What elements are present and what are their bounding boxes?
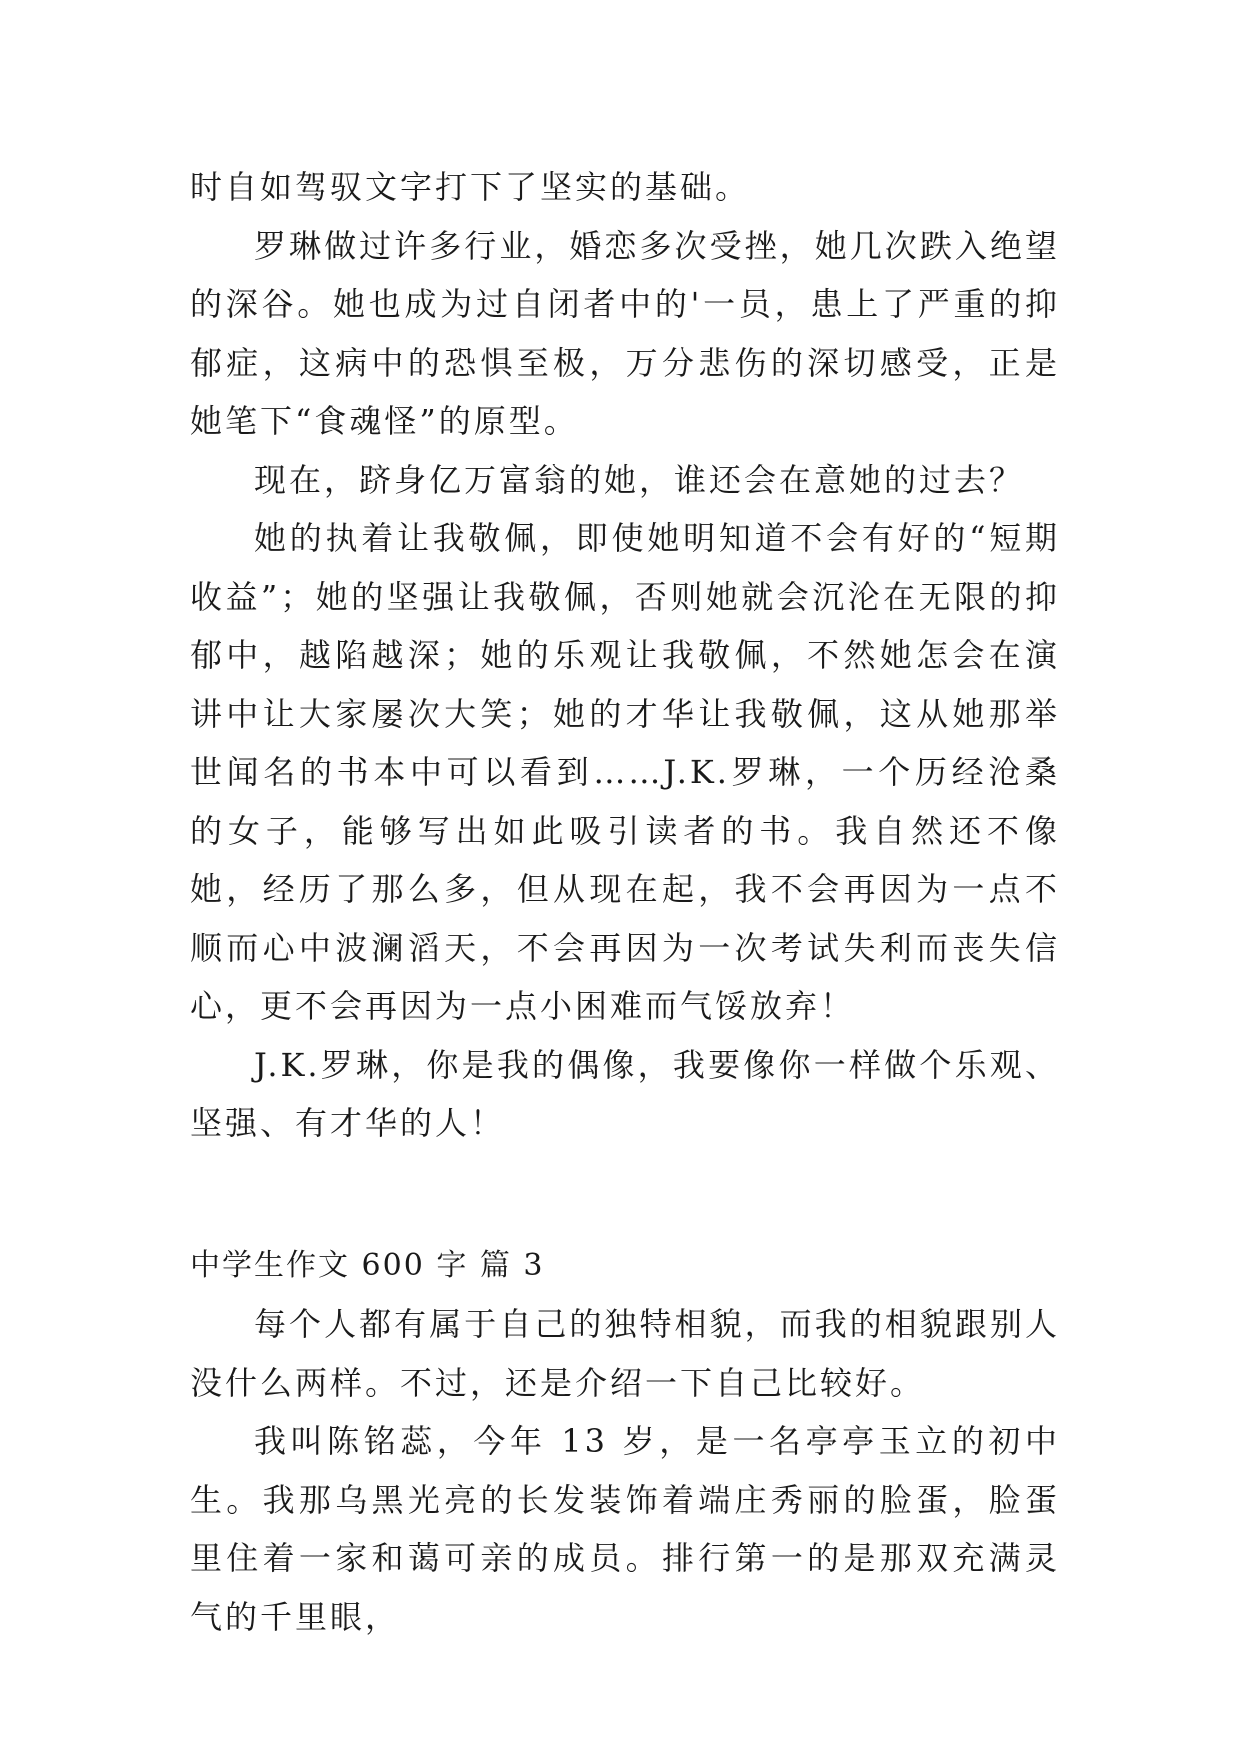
section-heading: 中学生作文 600 字 篇 3: [190, 1247, 545, 1283]
paragraph: 她的执着让我敬佩，即使她明知道不会有好的“短期收益”；她的坚强让我敬佩，否则她就会沉沦在无限的抑郁中，越陷越深；她的乐观让我敬佩，不然她怎会在演讲中让大家屡次大笑；她的才华让我敬佩，这从她那举世闻名的书本中可以看到……J.K.罗琳，一个历经沧桑的女子，能够写出如此吸引读者的书。我自然还不像她，经历了那么多，但从现在起，我不会再因为一点不顺而心中波澜滔天，不会再因为一次考试失利而丧失信心，更不会再因为一点小困难而气馁放弃！: [190, 519, 1060, 1025]
section-spacer: [190, 1153, 1060, 1237]
paragraph: 每个人都有属于自己的独特相貌，而我的相貌跟别人没什么两样。不过，还是介绍一下自己比较好。: [190, 1305, 1060, 1402]
paragraph: 时自如驾驭文字打下了坚实的基础。: [190, 168, 751, 206]
paragraph: 罗琳做过许多行业，婚恋多次受挫，她几次跌入绝望的深谷。她也成为过自闭者中的'一员，患上了严重的抑郁症，这病中的恐惧至极，万分悲伤的深切感受，正是她笔下“食魂怪”的原型。: [190, 226, 1060, 440]
paragraph: 现在，跻身亿万富翁的她，谁还会在意她的过去？: [254, 460, 1025, 499]
document-body: [190, 158, 1060, 1646]
paragraph: 我叫陈铭蕊，今年 13 岁，是一名亭亭玉立的初中生。我那乌黑光亮的长发装饰着端庄秀丽的脸蛋，脸蛋里住着一家和蔼可亲的成员。排行第一的是那双充满灵气的千里眼，: [190, 1422, 1060, 1636]
paragraph: J.K.罗琳，你是我的偶像，我要像你一样做个乐观、坚强、有才华的人！: [190, 1045, 1060, 1142]
